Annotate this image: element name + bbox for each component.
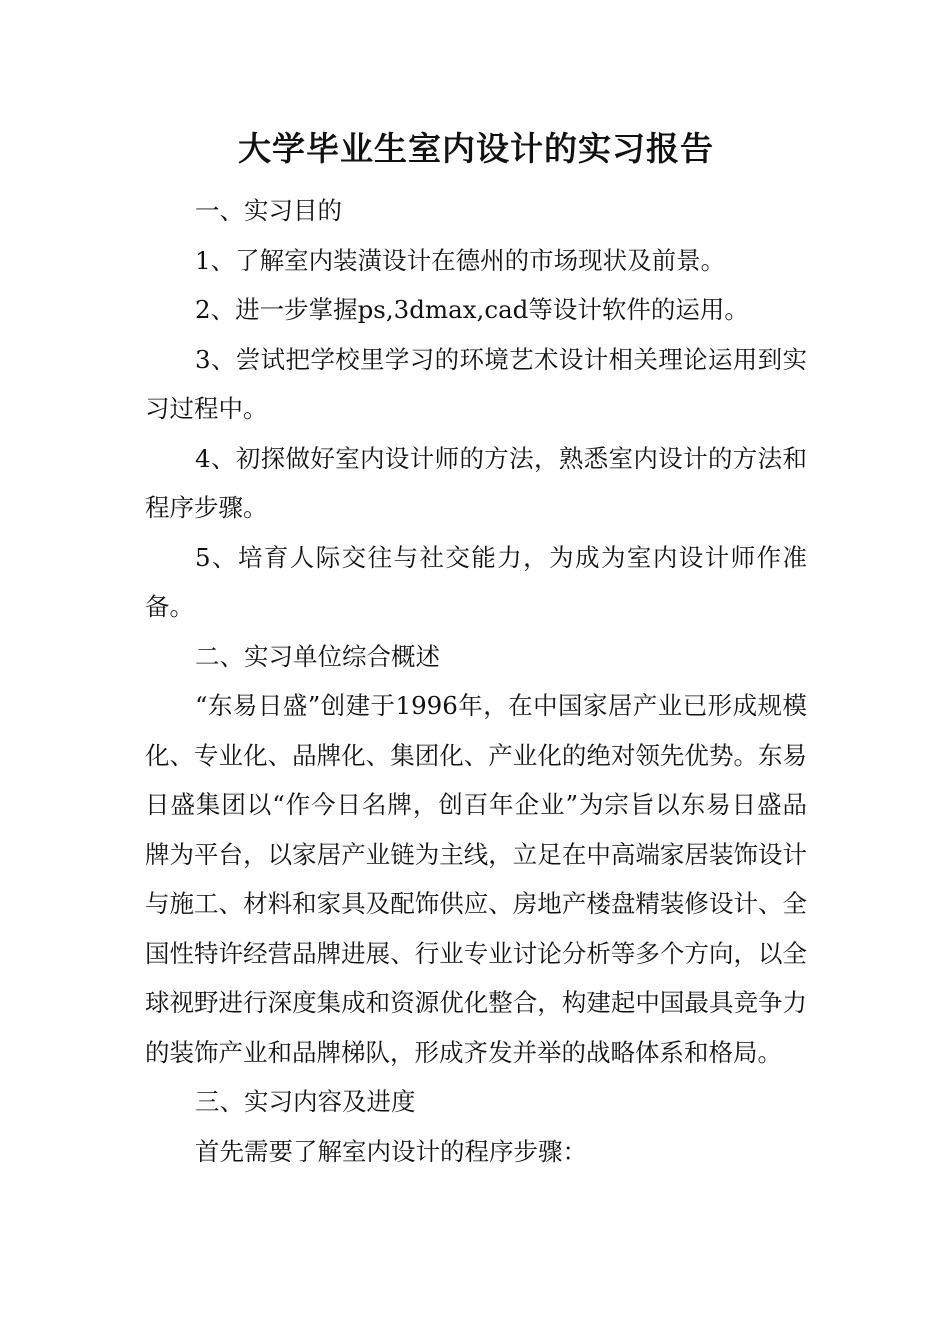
document-page [145, 120, 807, 1176]
paragraph-procedure-intro: 首先需要了解室内设计的程序步骤： [195, 1136, 587, 1166]
section-heading-objectives: 一、实习目的 [195, 196, 342, 225]
paragraph-objective-4: 4、初探做好室内设计师的方法，熟悉室内设计的方法和程序步骤。 [145, 443, 807, 522]
section-heading-company-overview: 二、实习单位综合概述 [195, 641, 440, 671]
paragraph-objective-3: 3、尝试把学校里学习的环境艺术设计相关理论运用到实习过程中。 [145, 344, 807, 423]
paragraph-objective-1: 1、了解室内装潢设计在德州的市场现状及前景。 [195, 245, 726, 275]
section-heading-content-progress: 三、实习内容及进度 [195, 1087, 416, 1116]
paragraph-company-overview: “东易日盛”创建于1996年，在中国家居产业已形成规模化、专业化、品牌化、集团化、产业化的绝对领先优势。东易日盛集团以“作今日名牌，创百年企业”为宗旨以东易日盛品牌为平台，以家居产业链为主线，立足在中高端家居装饰设计与施工、材料和家具及配饰供应、房地产楼盘精装修设计、全国性特许经营品牌进展、行业专业讨论分析等多个方向，以全球视野进行深度集成和资源优化整合，构建起中国最具竞争力的装饰产业和品牌梯队，形成齐发并举的战略体系和格局。 [145, 691, 807, 1067]
document-title: 大学毕业生室内设计的实习报告 [238, 129, 714, 168]
paragraph-objective-2: 2、进一步掌握ps,3dmax,cad等设计软件的运用。 [195, 295, 749, 324]
paragraph-objective-5: 5、培育人际交往与社交能力，为成为室内设计师作准备。 [145, 542, 807, 621]
